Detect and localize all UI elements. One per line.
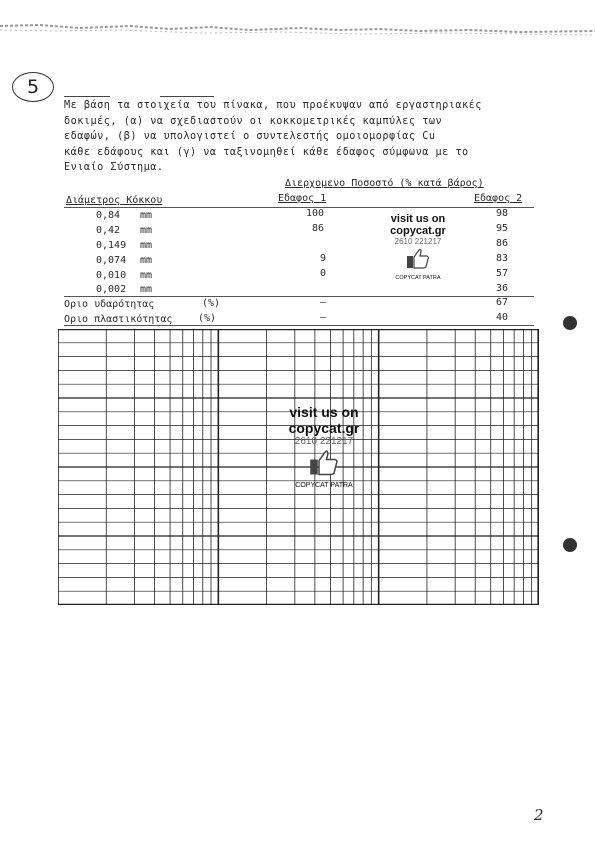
diameter-value: 0,002 bbox=[96, 284, 127, 295]
statement-line: Με βάση τα στοιχεία του πίνακα, που προέκυψαν από εργαστηριακές bbox=[64, 100, 482, 111]
soil-1-value: 86 bbox=[312, 223, 325, 234]
soil-2-value: 36 bbox=[496, 283, 509, 294]
punch-hole-top bbox=[563, 316, 577, 330]
table-group-header: Διερχομενο Ποσοστό (% κατά βάρος) bbox=[285, 178, 484, 189]
header-rule-left bbox=[64, 96, 110, 97]
diameter-unit: mm bbox=[140, 225, 153, 236]
soil-2-value: 40 bbox=[496, 312, 509, 323]
diameter-unit: mm bbox=[140, 240, 153, 251]
diameter-value: 0,149 bbox=[96, 240, 127, 251]
diameter-value: 0,84 bbox=[96, 210, 121, 221]
diameter-unit: mm bbox=[140, 284, 153, 295]
problem-number-circle: 5 bbox=[12, 72, 54, 102]
thumbs-up-icon bbox=[307, 447, 341, 477]
column-header-soil-1: Εδαφος 1 bbox=[278, 193, 327, 204]
soil-2-value: 98 bbox=[496, 208, 509, 219]
thumbs-up-icon bbox=[405, 246, 431, 270]
table-divider bbox=[64, 296, 534, 297]
soil-1-value: – bbox=[320, 297, 327, 308]
watermark-brand: COPYCAT PATRA bbox=[295, 482, 353, 489]
statement-line: κάθε εδάφους και (γ) να ταξινομηθεί κάθε έδαφος σύμφωνα με το bbox=[64, 146, 469, 158]
statement-line: εδαφών, (β) να υπολογιστεί ο συντελεστής ομοιομορφίας Cu bbox=[64, 131, 436, 143]
soil-1-value: 9 bbox=[320, 253, 327, 264]
problem-statement bbox=[64, 98, 534, 176]
watermark-line1: visit us on bbox=[289, 404, 359, 420]
limit-label: Οριο υδαρότητας bbox=[64, 299, 155, 310]
diameter-unit: mm bbox=[140, 210, 153, 221]
scan-noise bbox=[0, 22, 595, 36]
soil-1-value: 100 bbox=[306, 208, 325, 219]
watermark-large bbox=[272, 404, 376, 489]
column-header-soil-2: Εδαφος 2 bbox=[474, 193, 523, 204]
diameter-value: 0,42 bbox=[96, 225, 121, 236]
watermark-phone: 2610 221217 bbox=[394, 237, 442, 246]
header-rule-right bbox=[160, 96, 214, 97]
watermark-line2: copycat.gr bbox=[288, 420, 360, 436]
column-header-diameter: Διάμετρος Κόκκου bbox=[66, 195, 163, 206]
punch-hole-bottom bbox=[563, 538, 577, 552]
watermark-phone: 2610 221217 bbox=[294, 436, 354, 447]
diameter-value: 0,074 bbox=[96, 255, 127, 266]
limit-unit: (%) bbox=[202, 298, 221, 309]
diameter-value: 0,010 bbox=[96, 270, 127, 281]
statement-line: δοκιμές, (α) να σχεδιαστούν οι κοκκομετρικές καμπύλες των bbox=[64, 115, 443, 127]
soil-1-value: 0 bbox=[320, 268, 327, 279]
table-bottom-rule bbox=[64, 325, 534, 326]
soil-2-value: 83 bbox=[496, 253, 509, 264]
watermark-line2: copycat.gr bbox=[390, 225, 446, 237]
watermark-brand: COPYCAT PATRA bbox=[395, 275, 441, 281]
watermark-small bbox=[378, 213, 458, 281]
soil-2-value: 95 bbox=[496, 223, 509, 234]
soil-2-value: 57 bbox=[496, 268, 509, 279]
soil-2-value: 86 bbox=[496, 238, 509, 249]
page-number: 2 bbox=[534, 806, 544, 824]
diameter-unit: mm bbox=[140, 270, 153, 281]
soil-2-value: 67 bbox=[496, 297, 509, 308]
diameter-unit: mm bbox=[140, 255, 153, 266]
limit-label: Οριο πλαστικότητας bbox=[64, 314, 173, 325]
watermark-line1: visit us on bbox=[390, 213, 446, 225]
limit-unit: (%) bbox=[198, 313, 217, 324]
soil-1-value: – bbox=[320, 312, 327, 323]
statement-line: Ενιαίο Σύστημα. bbox=[64, 162, 164, 174]
table-header-rule bbox=[64, 207, 534, 208]
